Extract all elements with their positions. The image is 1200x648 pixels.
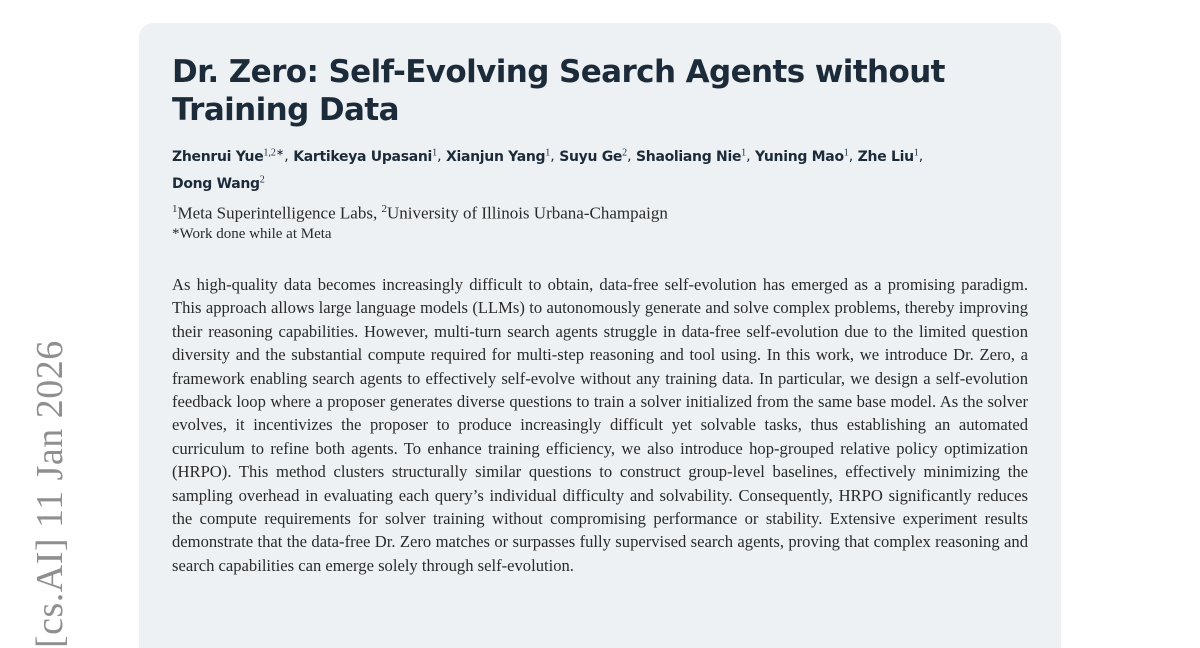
affiliation-name: Meta Superintelligence Labs [177,203,373,223]
author-list: Zhenrui Yue$^{1,2∗}$, Kartikeya Upasani$^1$, Xianjun Yang$^1$, Suyu Ge$^2$, Shaoliang Nie$^1$, Yuning Mao$^1$, Zhe Liu$^1$, Dong Wang$^2$ [172,147,924,193]
author-affiliation-mark: 1 [913,147,919,158]
author [559,149,627,165]
author-affiliation-mark: 1 [843,147,849,158]
author-affiliation-mark: 1 [545,147,551,158]
author-affiliation-mark: 1,2∗ [263,147,285,158]
author-name: Suyu Ge [559,148,623,165]
affiliation-name: University of Illinois Urbana-Champaign [386,203,668,223]
author-name: Shaoliang Nie [636,148,742,165]
paper-header-card [139,23,1061,648]
author-affiliation-mark: 1 [432,147,438,158]
author [293,149,437,165]
author-name: Yuning Mao [755,148,844,165]
author [755,149,849,165]
author-affiliation-mark: 2 [259,174,265,186]
author [636,149,746,165]
author [446,149,550,165]
author-name: Zhe Liu [857,148,914,165]
author-name: Zhenrui Yue [172,148,264,165]
abstract-text: As high-quality data becomes increasingly difficult to obtain, data-free self-evolution has emerged as a promising paradigm. This approach allows large language models (LLMs) to autonomously generate and solve complex problems, thereby improving their reasoning capabilities. However, multi-turn search agents struggle in data-free self-evolution due to the limited question diversity and the substantial compute required for multi-step reasoning and tool using. In this work, we introduce Dr. Zero, a framework enabling search agents to effectively self-evolve without any training data. In particular, we design a self-evolution feedback loop where a proposer generates diverse questions to train a solver initialized from the same base model. As the solver evolves, it incentivizes the proposer to produce increasingly difficult yet solvable tasks, thus establishing an automated curriculum to refine both agents. To enhance training efficiency, we also introduce hop-grouped relative policy optimization (HRPO). This method clusters structurally similar questions to construct group-level baselines, effectively minimizing the sampling overhead in evaluating each query’s individual difficulty and solvability. Consequently, HRPO significantly reduces the compute requirements for solver training without compromising performance or stability. Extensive experiment results demonstrate that the data-free Dr. Zero matches or surpasses fully supervised search agents, proving that complex reasoning and search capabilities can emerge solely through self-evolution. [172,275,1028,575]
author-name: Xianjun Yang [445,148,546,165]
author-name: Kartikeya Upasani [293,148,433,165]
affiliation-mark: 1 [172,203,178,215]
arxiv-side-stamp: [cs.AI] 11 Jan 2026 [29,340,71,648]
affiliation-list: $^1$Meta Superintelligence Labs, $^2$University of Illinois Urbana-Champaign [172,203,668,223]
author-name: Dong Wang [172,176,260,193]
author-note: *Work done while at Meta [172,226,332,242]
paper-title: Dr. Zero: Self-Evolving Search Agents without Training Data [172,54,945,128]
author [172,176,265,192]
author-affiliation-mark: 2 [622,147,628,158]
author-affiliation-mark: 1 [741,147,747,158]
author [172,149,284,165]
affiliation-mark: 2 [381,203,387,215]
author [858,149,919,165]
